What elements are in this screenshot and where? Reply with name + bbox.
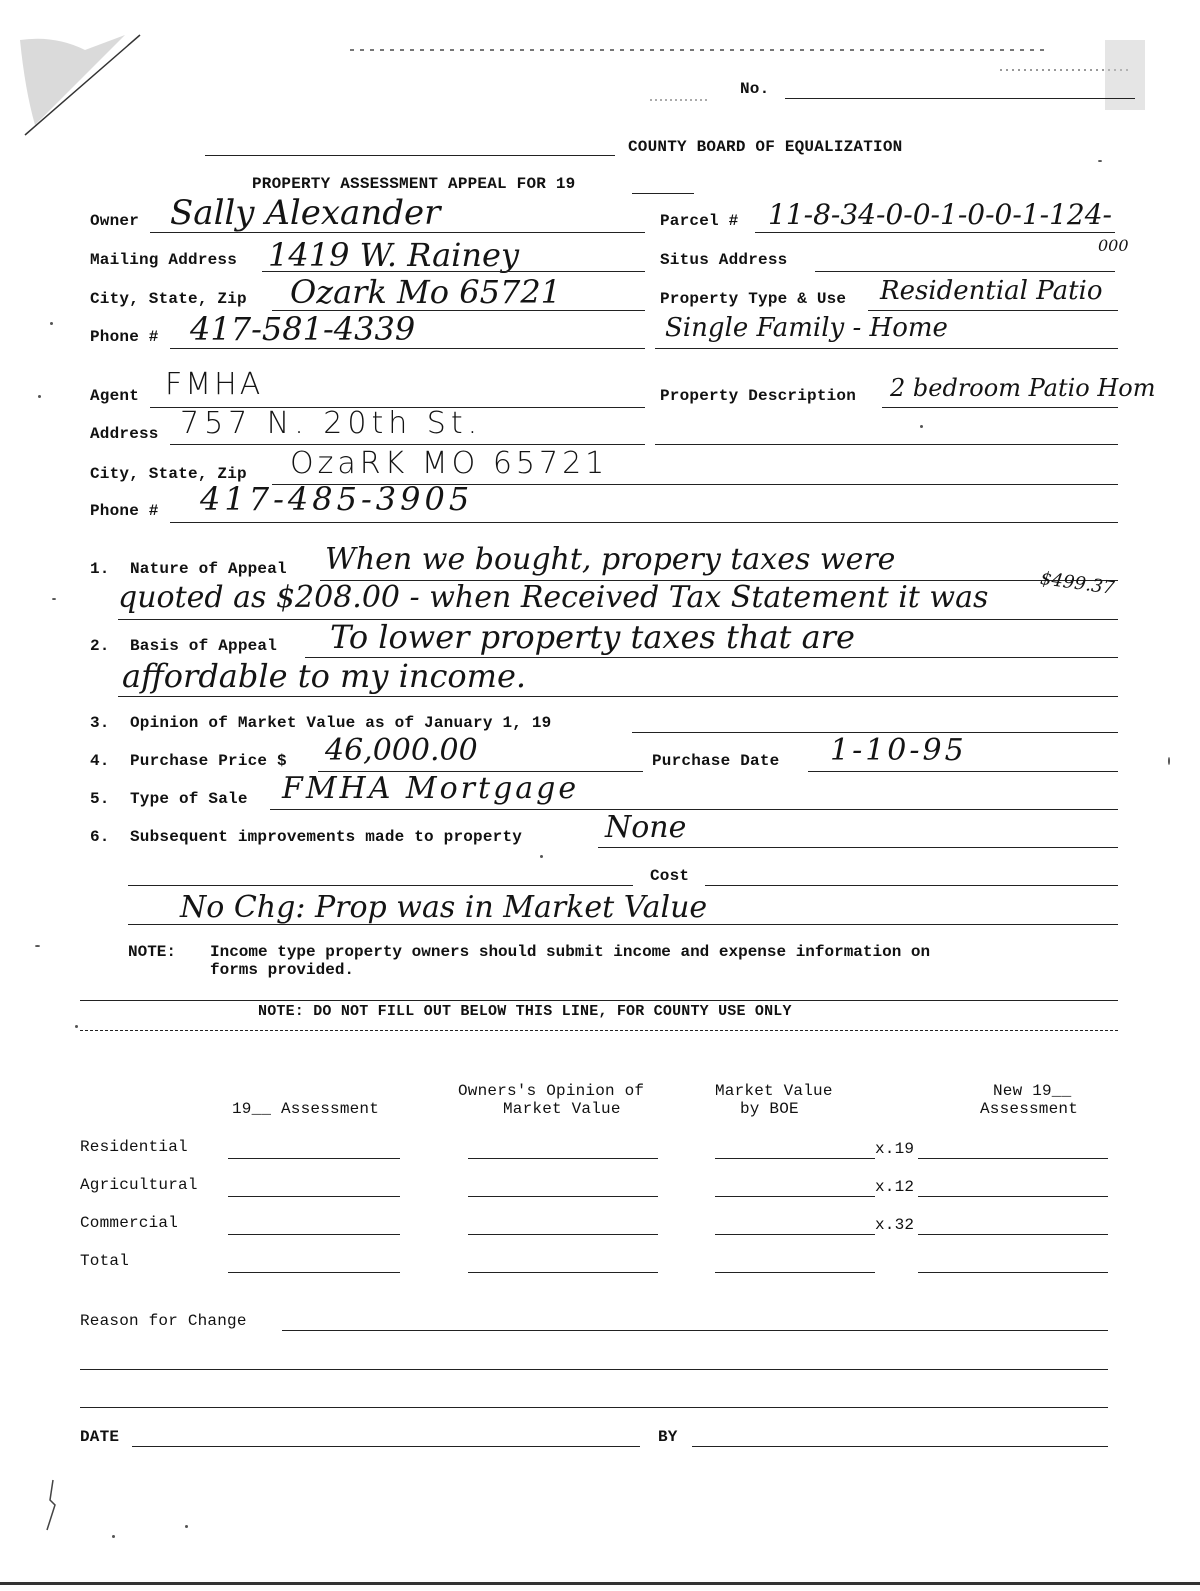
scan-speck [35,945,40,947]
phone-line [170,348,645,349]
reason-line-1 [282,1330,1108,1331]
type-of-sale-label: Type of Sale [130,790,248,808]
item-3-number: 3. [90,714,110,732]
county-use-note: NOTE: DO NOT FILL OUT BELOW THIS LINE, FOR COUNTY USE ONLY [258,1003,792,1020]
nature-of-appeal-line-2: quoted as $208.00 - when Received Tax Statement it was [118,580,989,615]
scan-speck [112,1535,115,1538]
property-type-line [868,310,1118,311]
parcel-suffix: 000 [1098,236,1129,255]
scan-speck [1168,757,1170,765]
agent-phone-label: Phone # [90,502,159,520]
item-1-number: 1. [90,560,110,578]
reason-line-3 [80,1407,1108,1408]
note-label: NOTE: [128,943,177,961]
address-line [170,444,645,445]
board-comment: No Chg: Prop was in Market Value [180,890,708,925]
reason-for-change-label: Reason for Change [80,1312,247,1330]
city-state-zip-label: City, State, Zip [90,290,247,308]
property-description-line-2 [655,444,1118,445]
basis-of-appeal-line-2: affordable to my income. [122,657,527,695]
table-line [715,1158,875,1159]
mult-commercial: x.32 [875,1216,915,1234]
item-2-number: 2. [90,637,110,655]
purchase-date-value: 1-10-95 [830,733,967,768]
date-label: DATE [80,1428,120,1446]
scan-bottom-edge [0,1582,1200,1585]
note-text-2: forms provided. [210,961,355,979]
appeal-title: PROPERTY ASSESSMENT APPEAL FOR 19 [252,175,576,193]
cost-line [705,885,1118,886]
basis-of-appeal-label: Basis of Appeal [130,637,278,655]
basis-line-2 [118,696,1118,697]
col-owner-opinion-header-1: Owners's Opinion of [458,1082,645,1100]
phone-value: 417-581-4339 [190,310,416,348]
improvements-value: None [605,810,687,845]
item-4-number: 4. [90,752,110,770]
reason-line-2 [80,1369,1108,1370]
row-commercial-label: Commercial [80,1214,179,1232]
agent-city-state-zip-label: City, State, Zip [90,465,247,483]
purchase-date-line [808,771,1118,772]
scan-speck [75,1025,78,1028]
type-of-sale-value: FMHA Mortgage [282,771,580,806]
purchase-price-label: Purchase Price $ [130,752,287,770]
table-line [918,1158,1108,1159]
phone-label: Phone # [90,328,159,346]
purchase-price-value: 46,000.00 [325,733,478,768]
scan-speck [920,425,923,428]
item-5-number: 5. [90,790,110,808]
parcel-line [755,232,1115,233]
owner-label: Owner [90,212,140,230]
nature-amount: $499.37 [1038,567,1116,600]
by-label: BY [658,1428,678,1446]
table-line [468,1158,658,1159]
property-description-value: 2 bedroom Patio Hom [890,374,1156,402]
scan-corner-smudge [15,30,145,140]
table-line [468,1234,658,1235]
property-description-label: Property Description [660,387,857,405]
cost-left-line [128,885,633,886]
scan-speck [540,855,543,858]
owner-line [150,232,645,233]
row-residential-label: Residential [80,1138,188,1156]
item-6-number: 6. [90,828,110,846]
col-market-boe-header-2: by BOE [740,1100,799,1118]
county-name-line [205,155,615,156]
parcel-label: Parcel # [660,212,739,230]
table-line [715,1272,875,1273]
type-of-sale-line [270,809,1118,810]
scan-top-noise [150,40,1150,110]
county-divider-top [80,1000,1118,1001]
city-state-zip-value: Ozark Mo 65721 [290,273,562,311]
by-line [692,1446,1108,1447]
property-type-value: Residential Patio [880,276,1103,306]
nature-of-appeal-label: Nature of Appeal [130,560,287,578]
agent-value: FMHA [165,367,264,402]
property-type-line-2 [655,348,1118,349]
purchase-date-label: Purchase Date [652,752,780,770]
cost-label: Cost [650,867,690,885]
no-line [785,98,1135,99]
address-label: Address [90,425,159,443]
situs-address-line [815,271,1115,272]
agent-phone-value: 417-485-3905 [200,480,474,518]
comment-line [128,924,1118,925]
table-line [918,1272,1108,1273]
property-description-line [882,407,1118,408]
scan-speck [52,598,56,600]
col-new-assessment-header-2: Assessment [980,1100,1079,1118]
appeal-year-line [632,193,694,194]
scan-bottom-left-mark [35,1475,65,1535]
col-owner-opinion-header-2: Market Value [503,1100,621,1118]
no-label: No. [740,80,770,98]
table-line [715,1196,875,1197]
improvements-label: Subsequent improvements made to property [130,828,523,846]
scan-speck [1098,160,1102,162]
mailing-address-line [262,271,645,272]
agent-phone-line [170,522,1118,523]
col-new-assessment-header-1: New 19__ [993,1082,1072,1100]
table-line [715,1234,875,1235]
county-divider-bottom [80,1030,1118,1031]
opinion-market-value-label: Opinion of Market Value as of January 1, 19 [130,714,552,732]
mailing-address-value: 1419 W. Rainey [268,236,520,274]
note-text-1: Income type property owners should submit income and expense information on [210,943,931,961]
table-line [228,1158,400,1159]
row-agricultural-label: Agricultural [80,1176,198,1194]
table-line [228,1196,400,1197]
agent-label: Agent [90,387,140,405]
table-line [918,1196,1108,1197]
basis-of-appeal-line-1: To lower property taxes that are [330,618,855,656]
table-line [918,1234,1108,1235]
property-type-label: Property Type & Use [660,290,847,308]
col-assessment-header: 19__ Assessment [232,1100,380,1118]
row-total-label: Total [80,1252,130,1270]
table-line [468,1196,658,1197]
scan-speck [38,395,41,398]
property-type-value-2: Single Family - Home [665,313,948,343]
col-market-boe-header-1: Market Value [715,1082,833,1100]
agent-city-state-zip-value: OzaRK MO 65721 [290,446,609,481]
table-line [468,1272,658,1273]
scan-speck [185,1525,188,1528]
mailing-address-label: Mailing Address [90,251,238,269]
date-line [132,1446,640,1447]
owner-value: Sally Alexander [170,193,441,233]
table-line [228,1272,400,1273]
table-line [228,1234,400,1235]
scan-speck [50,322,53,325]
improvements-line [598,847,1118,848]
mult-residential: x.19 [875,1140,915,1158]
parcel-value: 11-8-34-0-0-1-0-0-1-124- [768,198,1113,231]
situs-address-label: Situs Address [660,251,788,269]
board-title: COUNTY BOARD OF EQUALIZATION [628,138,903,156]
mult-agricultural: x.12 [875,1178,915,1196]
address-value: 757 N. 20th St. [180,406,483,441]
nature-of-appeal-line-1: When we bought, propery taxes were [325,542,896,577]
